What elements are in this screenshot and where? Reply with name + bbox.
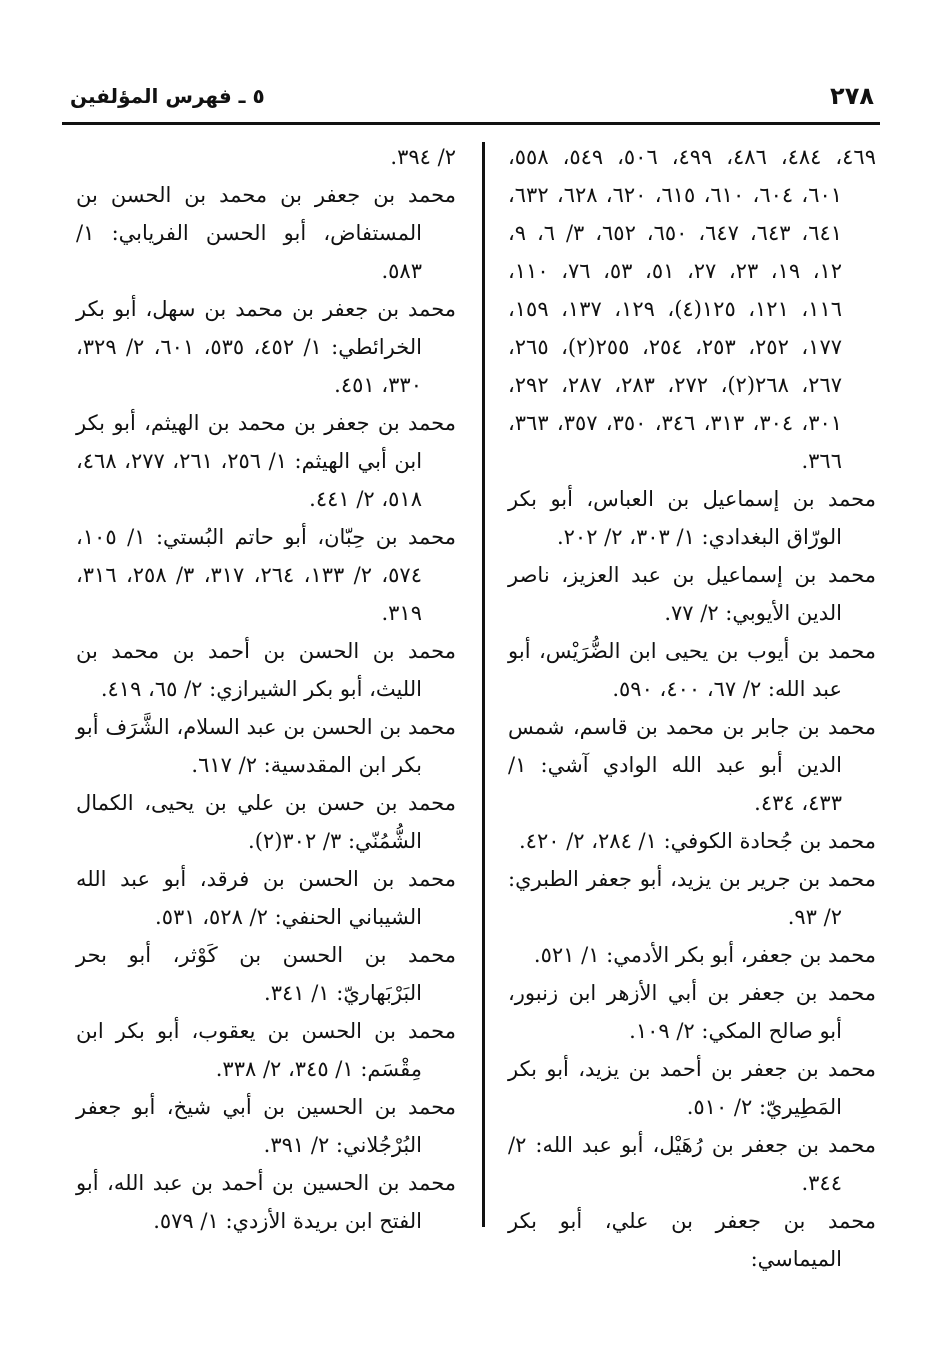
page-number: ٢٧٨ [830, 82, 874, 110]
index-entry: محمد بن الحسن بن عبد السلام، الشَّرَف أبو بكر ابن المقدسية: ٢/ ٦١٧. [76, 715, 456, 777]
index-entry: محمد بن جعفر بن رُهَيْل، أبو عبد الله: ٢/ ٣٤٤. [508, 1133, 876, 1195]
index-entry: محمد بن الحسين بن أبي شيخ، أبو جعفر البُرْجُلاني: ٢/ ٣٩١. [76, 1095, 456, 1157]
left-column [76, 138, 456, 1240]
page-header [62, 82, 880, 125]
index-entry: محمد بن جرير بن يزيد، أبو جعفر الطبري: ٢/ ٩٣. [508, 867, 876, 929]
index-entry: محمد بن جابر بن محمد بن قاسم، شمس الدين أبو عبد الله الوادي آشي: ١/ ٤٣٣، ٤٣٤. [508, 715, 876, 815]
right-column [508, 138, 876, 1278]
index-entry: محمد بن إسماعيل بن العباس، أبو بكر الورّاق البغدادي: ١/ ٣٠٣، ٢/ ٢٠٢. [508, 487, 876, 549]
index-entry: محمد بن جعفر بن علي، أبو بكر الميماسي: [508, 1209, 876, 1271]
index-entry: محمد بن حِبّان، أبو حاتم البُستي: ١/ ١٠٥، ٥٧٤، ٢/ ١٣٣، ٢٦٤، ٣١٧، ٣/ ٢٥٨، ٣١٦، ٣١٩. [76, 525, 456, 625]
index-entry: محمد بن الحسن بن يعقوب، أبو بكر ابن مِقْسَم: ١/ ٣٤٥، ٢/ ٣٣٨. [76, 1019, 456, 1081]
index-entry: محمد بن جعفر بن محمد بن الحسن بن المستفاض، أبو الحسن الفريابي: ١/ ٥٨٣. [76, 183, 456, 283]
index-entry: ٤٦٩، ٤٨٤، ٤٨٦، ٤٩٩، ٥٠٦، ٥٤٩، ٥٥٨، ٦٠١، ٦٠٤، ٦١٠، ٦١٥، ٦٢٠، ٦٢٨، ٦٣٢، ٦٤١، ٦٤٣، ٦٤٧، ٦٥٠، ٦٥٢، ٣/ ٦، ٩، ١٢، ١٩، ٢٣، ٢٧، ٥١، ٥٣، ٧٦، ١١٠، ١١٦، ١٢١، ١٢٥(٤)، ١٢٩، ١٣٧، ١٥٩، ١٧٧، ٢٥٢، ٢٥٣، ٢٥٤، ٢٥٥(٢)، ٢٦٥، ٢٦٧، ٢٦٨(٢)، ٢٧٢، ٢٨٣، ٢٨٧، ٢٩٢، ٣٠١، ٣٠٤، ٣١٣، ٣٤٦، ٣٥٠، ٣٥٧، ٣٦٣، ٣٦٦. [508, 145, 876, 473]
index-entry: محمد بن جعفر بن أبي الأزهر ابن زنبور، أبو صالح المكي: ٢/ ١٠٩. [508, 981, 876, 1043]
index-entry: محمد بن أيوب بن يحيى ابن الضُّرَيْس، أبو عبد الله: ٢/ ٦٧، ٤٠٠، ٥٩٠. [508, 639, 876, 701]
index-entry: محمد بن الحسن بن أحمد بن محمد بن الليث، أبو بكر الشيرازي: ٢/ ٦٥، ٤١٩. [76, 639, 456, 701]
index-entry: محمد بن الحسين بن أحمد بن عبد الله، أبو الفتح ابن بريدة الأزدي: ١/ ٥٧٩. [76, 1171, 456, 1233]
index-entry: محمد بن جعفر بن أحمد بن يزيد، أبو بكر المَطِيريّ: ٢/ ٥١٠. [508, 1057, 876, 1119]
index-entry: محمد بن حسن بن علي بن يحيى، الكمال الشُّمُنّي: ٣/ ٣٠٢(٢). [76, 791, 456, 853]
column-divider [482, 142, 485, 1227]
index-entry: محمد بن الحسن بن فرقد، أبو عبد الله الشيباني الحنفي: ٢/ ٥٢٨، ٥٣١. [76, 867, 456, 929]
index-entry: ٢/ ٣٩٤. [390, 145, 456, 169]
index-entry: محمد بن الحسن بن كَوْثر، أبو بحر البَرْبَهاريّ: ١/ ٣٤١. [76, 943, 456, 1005]
index-entry: محمد بن جعفر بن محمد بن سهل، أبو بكر الخرائطي: ١/ ٤٥٢، ٥٣٥، ٦٠١، ٢/ ٣٢٩، ٣٣٠، ٤٥١. [76, 297, 456, 397]
index-entry: محمد بن جُحادة الكوفي: ١/ ٢٨٤، ٢/ ٤٢٠. [518, 829, 876, 853]
index-entry: محمد بن جعفر بن محمد بن الهيثم، أبو بكر ابن أبي الهيثم: ١/ ٢٥٦، ٢٦١، ٢٧٧، ٤٦٨، ٥١٨، ٢/ ٤٤١. [76, 411, 456, 511]
index-entry: محمد بن إسماعيل بن عبد العزيز، ناصر الدين الأيوبي: ٢/ ٧٧. [508, 563, 876, 625]
index-entry: محمد بن جعفر، أبو بكر الأدمي: ١/ ٥٢١. [533, 943, 876, 967]
running-title: ٥ ـ فهرس المؤلفين [70, 84, 265, 108]
